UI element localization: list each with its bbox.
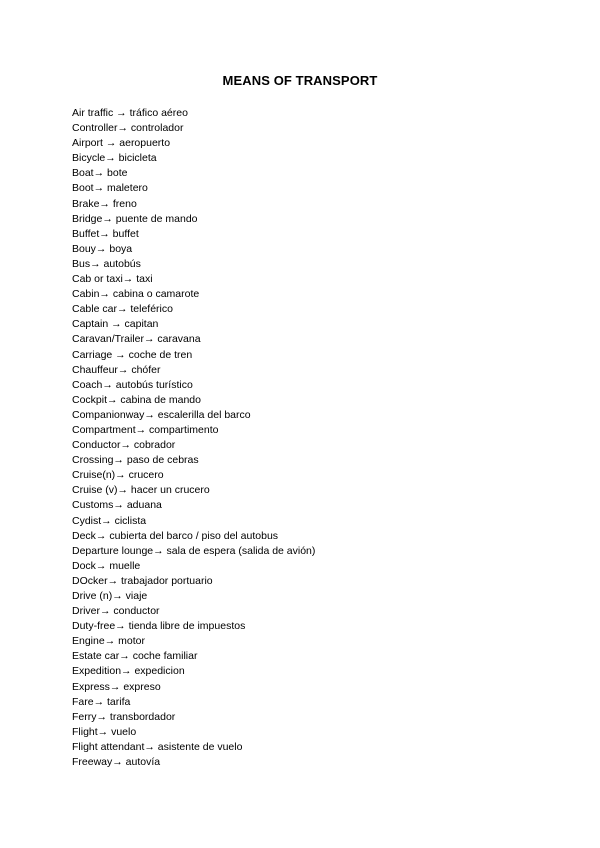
vocabulary-list <box>72 106 315 770</box>
vocabulary-entry: Cruise(n)→ crucero <box>72 469 164 482</box>
vocabulary-entry: Caravan/Trailer→ caravana <box>72 333 201 346</box>
vocabulary-entry: Departure lounge→ sala de espera (salida de avión) <box>72 544 316 557</box>
vocabulary-entry: Compartment→ compartimento <box>72 423 219 436</box>
vocabulary-entry: Captain → capitan <box>72 318 159 331</box>
vocabulary-entry: Bicycle→ bicicleta <box>72 152 157 165</box>
vocabulary-entry: Cab or taxi→ taxi <box>72 273 153 286</box>
vocabulary-entry: Freeway→ autovía <box>72 756 161 769</box>
vocabulary-entry: Express→ expreso <box>72 680 161 693</box>
vocabulary-entry: Boat→ bote <box>72 167 128 180</box>
vocabulary-entry: Bus→ autobús <box>72 257 141 270</box>
vocabulary-entry: Customs→ aduana <box>72 499 162 512</box>
vocabulary-entry: Engine→ motor <box>72 635 145 648</box>
vocabulary-entry: Fare→ tarifa <box>72 695 131 708</box>
vocabulary-entry: Boot→ maletero <box>72 182 148 195</box>
vocabulary-entry: Cabin→ cabina o camarote <box>72 288 200 301</box>
page-title: MEANS OF TRANSPORT <box>222 73 378 88</box>
vocabulary-entry: Controller→ controlador <box>72 122 184 135</box>
vocabulary-entry: Coach→ autobús turístico <box>72 378 193 391</box>
vocabulary-entry: Cydist→ ciclista <box>72 514 147 527</box>
vocabulary-entry: Bridge→ puente de mando <box>72 212 198 225</box>
vocabulary-entry: Cable car→ teleférico <box>72 303 173 316</box>
vocabulary-entry: Chauffeur→ chófer <box>72 363 161 376</box>
vocabulary-entry: Crossing→ paso de cebras <box>72 454 199 467</box>
vocabulary-entry: Airport → aeropuerto <box>72 137 171 150</box>
vocabulary-entry: Expedition→ expedicion <box>72 665 185 678</box>
vocabulary-entry: Cockpit→ cabina de mando <box>72 393 201 406</box>
vocabulary-entry: Flight attendant→ asistente de vuelo <box>72 740 243 753</box>
vocabulary-entry: Buffet→ buffet <box>72 227 139 240</box>
vocabulary-entry: Flight→ vuelo <box>72 725 137 738</box>
vocabulary-entry: Deck→ cubierta del barco / piso del autobus <box>72 529 279 542</box>
vocabulary-entry: Conductor→ cobrador <box>72 439 176 452</box>
vocabulary-entry: Cruise (v)→ hacer un crucero <box>72 484 210 497</box>
vocabulary-entry: Drive (n)→ viaje <box>72 590 148 602</box>
vocabulary-entry: Dock→ muelle <box>72 559 141 572</box>
vocabulary-entry: Estate car→ coche familiar <box>72 650 198 663</box>
vocabulary-entry: Driver→ conductor <box>72 605 160 618</box>
vocabulary-entry: Air traffic → tráfico aéreo <box>72 107 188 119</box>
vocabulary-entry: Duty-free→ tienda libre de impuestos <box>72 620 246 633</box>
vocabulary-entry: Brake→ freno <box>72 197 137 210</box>
vocabulary-entry: DOcker→ trabajador portuario <box>72 574 213 587</box>
vocabulary-entry: Companionway→ escalerilla del barco <box>72 408 251 421</box>
vocabulary-entry: Ferry→ transbordador <box>72 710 176 723</box>
vocabulary-entry: Carriage → coche de tren <box>72 348 193 361</box>
vocabulary-entry: Bouy→ boya <box>72 242 133 255</box>
